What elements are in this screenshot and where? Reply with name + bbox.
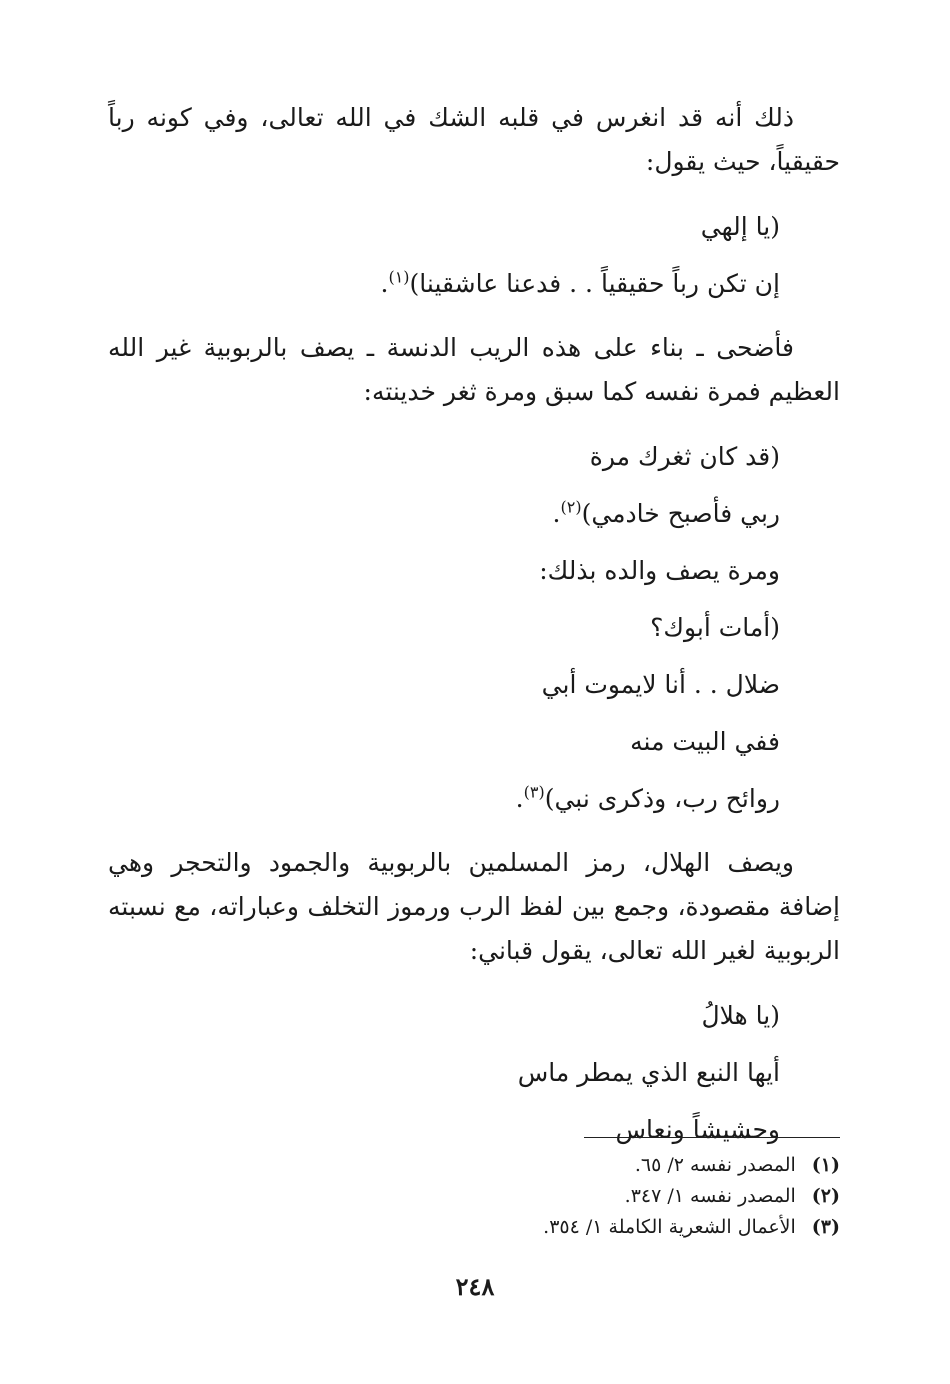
main-text	[108, 96, 840, 1158]
footnote-number: (١)	[811, 1154, 840, 1176]
verse-line: وحشيشاً ونعاس	[615, 1115, 780, 1144]
verse-text: ربي فأصبح خادمي)	[581, 499, 780, 528]
verse-line: ففي البيت منه	[630, 727, 780, 756]
verse-line	[108, 485, 840, 542]
paragraph-1: ذلك أنه قد انغرس في قلبه الشك في الله تعالى، وفي كونه رباً حقيقياً، حيث يقول:	[108, 103, 840, 176]
footnote-number: (٢)	[811, 1185, 840, 1207]
page-number: ٢٤٨	[455, 1272, 495, 1301]
footnotes	[110, 1150, 840, 1243]
verse-punct: .	[515, 784, 524, 813]
footnote-item	[110, 1212, 840, 1243]
footnote-item	[110, 1150, 840, 1181]
verse-punct: .	[380, 269, 389, 298]
verse-line: (يا إلهي	[700, 212, 780, 241]
footnote-ref-3[interactable]: (٣)	[523, 782, 545, 802]
footnote-divider	[584, 1137, 840, 1138]
verse-punct: .	[552, 499, 561, 528]
footnote-number: (٣)	[811, 1216, 840, 1238]
verse-line: ضلال . . أنا لايموت أبي	[541, 670, 780, 699]
verse-line: ومرة يصف والده بذلك:	[539, 556, 780, 585]
footnote-item	[110, 1181, 840, 1212]
verse-line: (أمات أبوك؟	[650, 613, 780, 642]
verse-line: (قد كان ثغرك مرة	[589, 442, 780, 471]
verse-line: (يا هلالُ	[701, 1001, 780, 1030]
verse-line	[108, 770, 840, 827]
footnote-text: الأعمال الشعرية الكاملة ١/ ٣٥٤.	[543, 1216, 796, 1238]
footnote-text: المصدر نفسه ٢/ ٦٥.	[634, 1154, 796, 1176]
verse-text: إن تكن رباً حقيقياً . . فدعنا عاشقينا)	[409, 269, 780, 298]
verse-line: أيها النبع الذي يمطر ماس	[517, 1058, 780, 1087]
verse-text: روائح رب، وذكرى نبي)	[544, 784, 780, 813]
paragraph-2: فأضحى ـ بناء على هذه الريب الدنسة ـ يصف بالربوبية غير الله العظيم فمرة نفسه كما سبق ومرة ثغر خدينته:	[108, 333, 840, 406]
paragraph-3: ويصف الهلال، رمز المسلمين بالربوبية والجمود والتحجر وهي إضافة مقصودة، وجمع بين لفظ الرب ورموز التخلف وعباراته، مع نسبته الربوبية لغير الله تعالى، يقول قباني:	[108, 848, 840, 965]
footnote-ref-2[interactable]: (٢)	[560, 497, 582, 517]
footnote-ref-1[interactable]: (١)	[388, 267, 410, 287]
footnote-text: المصدر نفسه ١/ ٣٤٧.	[624, 1185, 796, 1207]
verse-line	[108, 255, 840, 312]
